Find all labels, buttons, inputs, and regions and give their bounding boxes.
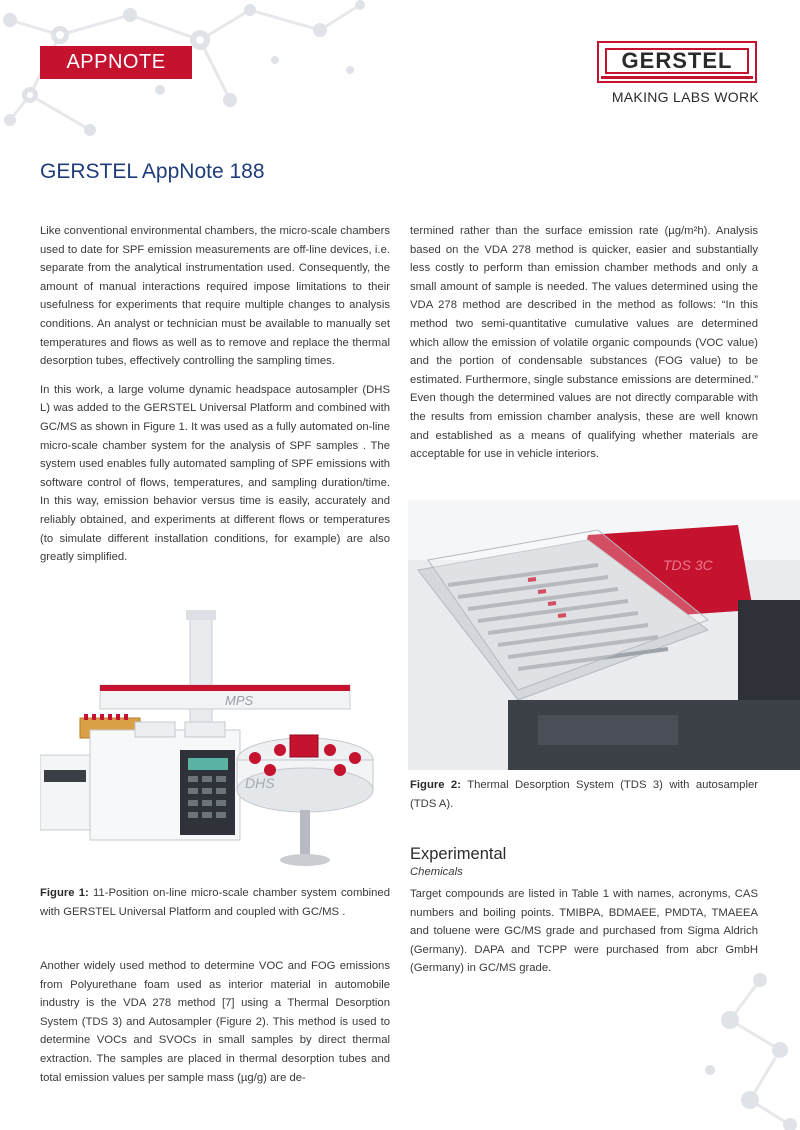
figure-2-image bbox=[408, 500, 800, 770]
paragraph: In this work, a large volume dynamic headspace autosampler (DHS L) was added to the GERSTEL Universal Platform and combined with GC/MS as shown in Figure 1. It was used as a fully automated on-line micro-scale chamber system for the analysis of SPF samples . The system used enables fully automated sampling of SPF emissions with software control of flows, temperatures, and sampling duration/time. In this way, emission behavior versus time is easily, accurately and reliably obtained, and experiments at different flows or temperatures (to simulate different installation conditions, for example) are also greatly simplified. bbox=[40, 383, 390, 564]
subsection-heading: Chemicals bbox=[410, 866, 463, 878]
gerstel-logo bbox=[597, 41, 757, 83]
caption-text: Thermal Desorption System (TDS 3) with autosampler (TDS A). bbox=[410, 779, 759, 810]
figure-label: Figure 1: bbox=[40, 887, 89, 899]
paragraph: Another widely used method to determine VOC and FOG emissions from Polyurethane foam used as interior material in automobile industry is the VDA 278 method [7] using a Thermal Desorption System (TDS 3) and Autosampler (Figure 2). This method is used to determine VOCs and SVOCs in small samples by direct thermal extraction. The samples are placed in thermal desorption tubes and total emission values per sample mass (µg/g) are de- bbox=[40, 960, 390, 1084]
logo-underline bbox=[601, 76, 753, 79]
tds-label: TDS 3C bbox=[663, 557, 713, 573]
figure-1-image bbox=[40, 610, 390, 875]
slogan: MAKING LABS WORK bbox=[611, 89, 759, 105]
paragraph: termined rather than the surface emission rate (µg/m²h). Analysis based on the VDA 278 method is quicker, easier and substantially less costly to perform than emission chamber methods and only a small amount of sample is needed. The values determined using the VDA 278 method are described in the method as follows: “In this method two semi-quantitative cumulative values are determined which allow the emission of volatile organic compounds (VOC value) and the portion of condensable substances (FOG value) to be estimated. Furthermore, single substance emissions are determined.” Even though the determined values are not directly comparable with the results from emission chamber analysis, these are well known and established as a means of qualifying whether materials are acceptable for use in vehicle interiors. bbox=[410, 225, 758, 461]
dhs-label: DHS bbox=[245, 775, 275, 791]
mps-label: MPS bbox=[225, 693, 254, 708]
appnote-tag: APPNOTE bbox=[40, 46, 192, 79]
figure-1-caption bbox=[40, 884, 390, 921]
experimental-text bbox=[410, 885, 758, 988]
right-column-text bbox=[410, 222, 758, 474]
paragraph: Target compounds are listed in Table 1 with names, acronyms, CAS numbers and boiling points. TMIBPA, BDMAEE, PMDTA, TMAEEA and toluene were GC/MS grade and purchased from Sigma Aldrich (Germany). DAPA and TCPP were purchased from abcr GmbH (Germany) in GC/MS grade. bbox=[410, 888, 758, 975]
figure-label: Figure 2: bbox=[410, 779, 461, 791]
page-title: GERSTEL AppNote 188 bbox=[40, 160, 265, 183]
figure-2-caption bbox=[410, 776, 758, 813]
caption-text: 11-Position on-line micro-scale chamber system combined with GERSTEL Universal Platform and coupled with GC/MS . bbox=[40, 887, 391, 918]
molecule-pattern-bottom-icon bbox=[690, 970, 800, 1130]
logo-text: GERSTEL bbox=[605, 48, 749, 74]
section-heading: Experimental bbox=[410, 845, 507, 863]
left-column-text bbox=[40, 222, 390, 577]
left-column-text-continued bbox=[40, 957, 390, 1097]
paragraph: Like conventional environmental chambers, the micro-scale chambers used to date for SPF emission measurements are off-line devices, i.e. separate from the analytical instrumentation used. Consequently, the amount of manual interactions required impose limitations to their usefulness for experiments that require multiple changes to analysis conditions. An analyst or technician must be available to manually set temperatures and flows as well as to remove and replace the thermal desorption tubes, effectively controlling the sampling times. bbox=[40, 225, 390, 368]
